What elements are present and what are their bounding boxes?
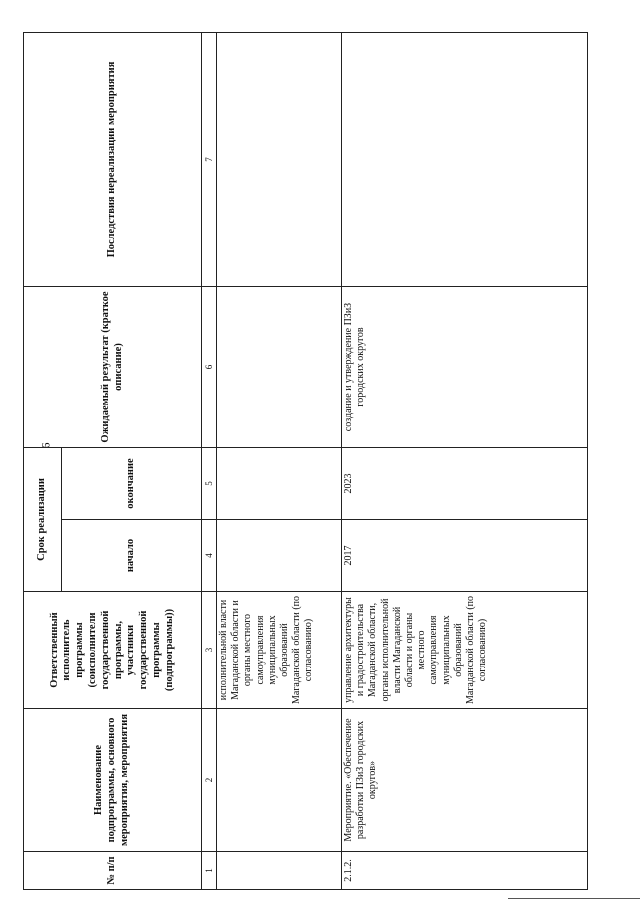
cell-result (217, 287, 342, 448)
header-result: Ожидаемый результат (краткое описание) (24, 287, 202, 448)
column-numbers-row (202, 33, 217, 890)
cell-end (217, 448, 342, 520)
cell-result: создание и утверждение ПЗиЗ городских округов (342, 287, 588, 448)
header-num: № п/п (24, 852, 202, 890)
column-number: 6 (202, 287, 217, 448)
header-term: Срок реализации (24, 448, 62, 592)
cell-consequences (217, 33, 342, 287)
header-start: начало (62, 520, 202, 592)
cell-name (217, 709, 342, 852)
cell-end: 2023 (342, 448, 588, 520)
header-end: окончание (62, 448, 202, 520)
header-consequences: Последствия нереализации мероприятия (24, 33, 202, 287)
cell-start: 2017 (342, 520, 588, 592)
column-number: 4 (202, 520, 217, 592)
table-row (342, 33, 588, 890)
measures-table (23, 32, 588, 890)
header-row-1 (24, 33, 62, 890)
cell-start (217, 520, 342, 592)
rotated-page-content (23, 33, 588, 890)
header-responsible: Ответственный исполнитель программы (соисполнители государственной программы, участники государственной программы (подпрограммы)) (24, 592, 202, 709)
cell-consequences (342, 33, 588, 287)
cell-num: 2.1.2. (342, 852, 588, 890)
cell-responsible: управление архитектуры и градостроительства Магаданской области, органы исполнительной власти Магаданской области и органы местного самоуправления муниципальных образований Магаданской области (по согласованию) (342, 592, 588, 709)
cell-num (217, 852, 342, 890)
column-number: 5 (202, 448, 217, 520)
column-number: 3 (202, 592, 217, 709)
table-row (217, 33, 342, 890)
cell-responsible: исполнительной власти Магаданской области и органы местного самоуправления муниципальных образований Магаданской области (по согласованию) (217, 592, 342, 709)
column-number: 1 (202, 852, 217, 890)
page-number: 6 (38, 442, 53, 449)
column-number: 7 (202, 33, 217, 287)
header-name: Наименование подпрограммы, основного мероприятия, мероприятия (24, 709, 202, 852)
cell-name: Мероприятие. «Обеспечение разработки ПЗиЗ городских округов» (342, 709, 588, 852)
column-number: 2 (202, 709, 217, 852)
footer-line (508, 898, 640, 899)
